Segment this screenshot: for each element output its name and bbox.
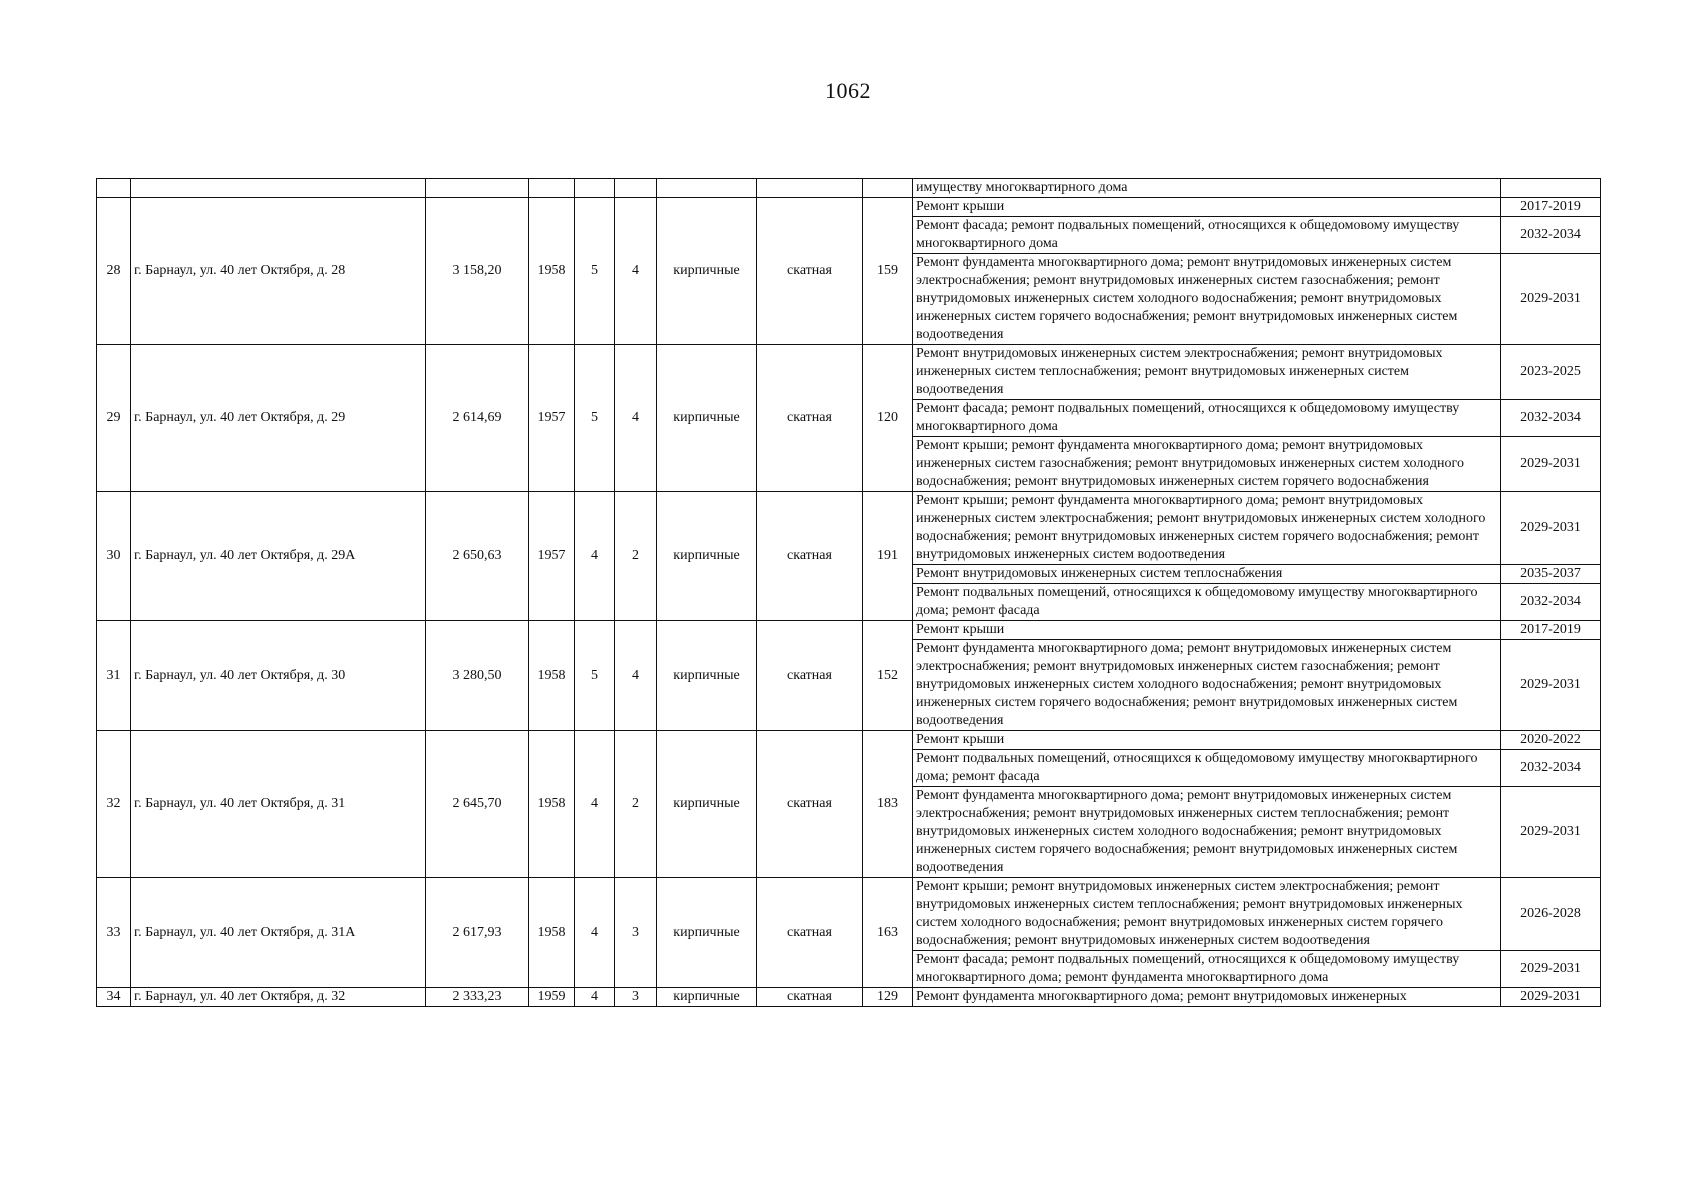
table-row	[97, 988, 1601, 1007]
floors-cell: 5	[575, 198, 615, 345]
residents-cell: 183	[863, 731, 913, 878]
entrances-cell: 3	[615, 878, 657, 988]
work-cell: Ремонт подвальных помещений, относящихся к общедомовому имуществу многоквартирного дома; ремонт фасада	[913, 584, 1501, 621]
year-cell: 1958	[529, 878, 575, 988]
period-cell: 2029-2031	[1501, 492, 1601, 565]
floors-cell: 4	[575, 988, 615, 1007]
area-cell: 3 158,20	[426, 198, 529, 345]
area-cell: 2 650,63	[426, 492, 529, 621]
floors-cell: 5	[575, 621, 615, 731]
period-cell: 2029-2031	[1501, 951, 1601, 988]
roof-type-cell: скатная	[757, 878, 863, 988]
year-cell: 1957	[529, 345, 575, 492]
period-cell: 2032-2034	[1501, 400, 1601, 437]
year-cell: 1959	[529, 988, 575, 1007]
work-cell: Ремонт фасада; ремонт подвальных помещений, относящихся к общедомовому имуществу многоквартирного дома; ремонт фундамента многоквартирного дома	[913, 951, 1501, 988]
area-cell: 2 617,93	[426, 878, 529, 988]
period-cell: 2032-2034	[1501, 584, 1601, 621]
row-number-cell: 31	[97, 621, 131, 731]
row-number-cell: 29	[97, 345, 131, 492]
address-cell: г. Барнаул, ул. 40 лет Октября, д. 29	[131, 345, 426, 492]
work-cell: Ремонт внутридомовых инженерных систем электроснабжения; ремонт внутридомовых инженерных систем теплоснабжения; ремонт внутридомовых инженерных систем водоотведения	[913, 345, 1501, 400]
work-cell: Ремонт крыши	[913, 731, 1501, 750]
row-number-cell: 30	[97, 492, 131, 621]
roof-type-cell: скатная	[757, 731, 863, 878]
work-cell: Ремонт фундамента многоквартирного дома; ремонт внутридомовых инженерных систем электроснабжения; ремонт внутридомовых инженерных систем газоснабжения; ремонт внутридомовых инженерных систем холодного водоснабжения; ремонт внутридомовых инженерных систем горячего водоснабжения; ремонт внутридомовых инженерных систем водоотведения	[913, 254, 1501, 345]
year-cell: 1958	[529, 731, 575, 878]
floors-cell: 4	[575, 878, 615, 988]
residents-cell: 159	[863, 198, 913, 345]
roof-type-cell: скатная	[757, 621, 863, 731]
entrances-cell: 4	[615, 621, 657, 731]
work-cell: Ремонт фасада; ремонт подвальных помещений, относящихся к общедомовому имуществу многоквартирного дома	[913, 217, 1501, 254]
row-number-cell: 33	[97, 878, 131, 988]
year-cell: 1958	[529, 621, 575, 731]
address-cell: г. Барнаул, ул. 40 лет Октября, д. 31	[131, 731, 426, 878]
residents-cell: 152	[863, 621, 913, 731]
work-cell: Ремонт фундамента многоквартирного дома; ремонт внутридомовых инженерных	[913, 988, 1501, 1007]
row-number-cell: 28	[97, 198, 131, 345]
period-cell: 2035-2037	[1501, 565, 1601, 584]
entrances-cell: 2	[615, 731, 657, 878]
continuation-row	[97, 179, 1601, 198]
period-cell: 2032-2034	[1501, 750, 1601, 787]
table-row	[97, 878, 1601, 951]
floors-cell: 4	[575, 492, 615, 621]
period-cell: 2029-2031	[1501, 988, 1601, 1007]
area-cell: 2 645,70	[426, 731, 529, 878]
period-cell	[1501, 179, 1601, 198]
period-cell: 2029-2031	[1501, 254, 1601, 345]
period-cell: 2023-2025	[1501, 345, 1601, 400]
work-cell: Ремонт фундамента многоквартирного дома; ремонт внутридомовых инженерных систем электроснабжения; ремонт внутридомовых инженерных систем газоснабжения; ремонт внутридомовых инженерных систем холодного водоснабжения; ремонт внутридомовых инженерных систем горячего водоснабжения; ремонт внутридомовых инженерных систем водоотведения	[913, 640, 1501, 731]
wall-material-cell: кирпичные	[657, 988, 757, 1007]
year-cell: 1957	[529, 492, 575, 621]
table-row	[97, 198, 1601, 217]
work-cell: Ремонт фундамента многоквартирного дома; ремонт внутридомовых инженерных систем электроснабжения; ремонт внутридомовых инженерных систем теплоснабжения; ремонт внутридомовых инженерных систем холодного водоснабжения; ремонт внутридомовых инженерных систем горячего водоснабжения; ремонт внутридомовых инженерных систем водоотведения	[913, 787, 1501, 878]
roof-type-cell: скатная	[757, 345, 863, 492]
work-cell: Ремонт фасада; ремонт подвальных помещений, относящихся к общедомовому имуществу многоквартирного дома	[913, 400, 1501, 437]
residents-cell: 120	[863, 345, 913, 492]
entrances-cell: 3	[615, 988, 657, 1007]
wall-material-cell: кирпичные	[657, 345, 757, 492]
period-cell: 2032-2034	[1501, 217, 1601, 254]
entrances-cell: 2	[615, 492, 657, 621]
year-cell: 1958	[529, 198, 575, 345]
work-cell: Ремонт крыши	[913, 198, 1501, 217]
work-cell: Ремонт крыши	[913, 621, 1501, 640]
work-cell: Ремонт внутридомовых инженерных систем теплоснабжения	[913, 565, 1501, 584]
floors-cell: 4	[575, 731, 615, 878]
wall-material-cell: кирпичные	[657, 621, 757, 731]
period-cell: 2029-2031	[1501, 640, 1601, 731]
period-cell: 2017-2019	[1501, 621, 1601, 640]
housing-repair-table	[96, 178, 1601, 1007]
table-row	[97, 731, 1601, 750]
address-cell: г. Барнаул, ул. 40 лет Октября, д. 29А	[131, 492, 426, 621]
table-row	[97, 492, 1601, 565]
page-number: 1062	[825, 78, 871, 103]
row-number-cell: 34	[97, 988, 131, 1007]
work-cell: имуществу многоквартирного дома	[913, 179, 1501, 198]
roof-type-cell: скатная	[757, 988, 863, 1007]
row-number-cell: 32	[97, 731, 131, 878]
residents-cell: 191	[863, 492, 913, 621]
residents-cell: 163	[863, 878, 913, 988]
address-cell: г. Барнаул, ул. 40 лет Октября, д. 30	[131, 621, 426, 731]
period-cell: 2026-2028	[1501, 878, 1601, 951]
entrances-cell: 4	[615, 345, 657, 492]
roof-type-cell: скатная	[757, 198, 863, 345]
address-cell: г. Барнаул, ул. 40 лет Октября, д. 28	[131, 198, 426, 345]
area-cell: 2 614,69	[426, 345, 529, 492]
period-cell: 2029-2031	[1501, 787, 1601, 878]
period-cell: 2029-2031	[1501, 437, 1601, 492]
residents-cell: 129	[863, 988, 913, 1007]
area-cell: 2 333,23	[426, 988, 529, 1007]
roof-type-cell: скатная	[757, 492, 863, 621]
table-row	[97, 621, 1601, 640]
period-cell: 2017-2019	[1501, 198, 1601, 217]
work-cell: Ремонт крыши; ремонт фундамента многоквартирного дома; ремонт внутридомовых инженерных систем электроснабжения; ремонт внутридомовых инженерных систем холодного водоснабжения; ремонт внутридомовых инженерных систем горячего водоснабжения; ремонт внутридомовых инженерных систем водоотведения	[913, 492, 1501, 565]
floors-cell: 5	[575, 345, 615, 492]
wall-material-cell: кирпичные	[657, 731, 757, 878]
area-cell: 3 280,50	[426, 621, 529, 731]
work-cell: Ремонт крыши; ремонт внутридомовых инженерных систем электроснабжения; ремонт внутридомовых инженерных систем теплоснабжения; ремонт внутридомовых инженерных систем холодного водоснабжения; ремонт внутридомовых инженерных систем горячего водоснабжения; ремонт внутридомовых инженерных систем водоотведения	[913, 878, 1501, 951]
wall-material-cell: кирпичные	[657, 878, 757, 988]
table-row	[97, 345, 1601, 400]
work-cell: Ремонт крыши; ремонт фундамента многоквартирного дома; ремонт внутридомовых инженерных систем газоснабжения; ремонт внутридомовых инженерных систем холодного водоснабжения; ремонт внутридомовых инженерных систем горячего водоснабжения	[913, 437, 1501, 492]
wall-material-cell: кирпичные	[657, 198, 757, 345]
work-cell: Ремонт подвальных помещений, относящихся к общедомовому имуществу многоквартирного дома; ремонт фасада	[913, 750, 1501, 787]
wall-material-cell: кирпичные	[657, 492, 757, 621]
entrances-cell: 4	[615, 198, 657, 345]
period-cell: 2020-2022	[1501, 731, 1601, 750]
address-cell: г. Барнаул, ул. 40 лет Октября, д. 32	[131, 988, 426, 1007]
address-cell: г. Барнаул, ул. 40 лет Октября, д. 31А	[131, 878, 426, 988]
